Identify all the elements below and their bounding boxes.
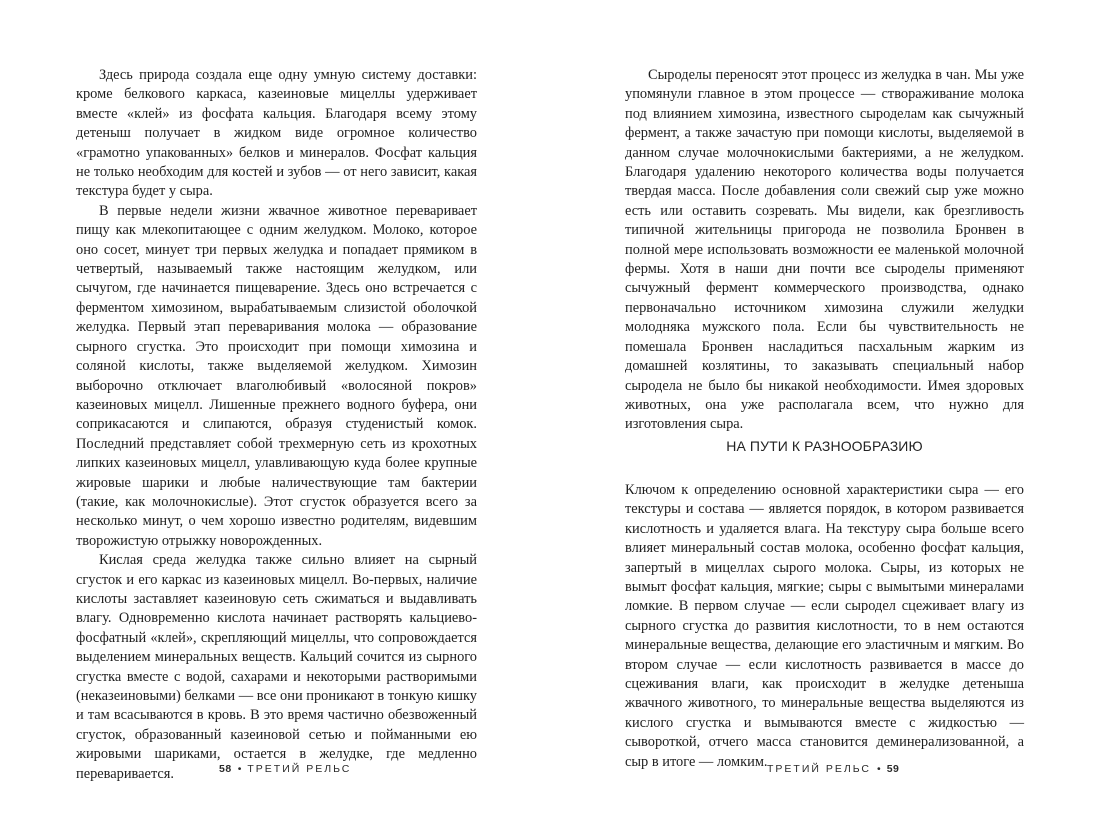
- right-page-body-bottom: [625, 481, 1024, 772]
- section-heading: НА ПУТИ К РАЗНООБРАЗИЮ: [726, 438, 923, 454]
- right-paragraph-1: Сыроделы переносят этот процесс из желудка в чан. Мы уже упомянули главное в этом процессе — створаживание молока под влиянием химозина, известного сыроделам как сычужный фермент, а также зачастую при помощи кислоты, выделяемой в данном случае молочнокислыми бактериями, а не желудком. Благодаря удалению некоторого количества воды получается твердая масса. После добавления соли свежий сыр уже можно есть или оставить созревать. Мы видели, как брезгливость типичной жительницы пригорода не позволила Бронвен в полной мере использовать возможности ее маленькой молочной фермы. Хотя в наши дни почти все сыроделы применяют сычужный фермент коммерческого производства, однако первоначально источником химозина служили желудки молодняка мужского пола. Если бы чувствительность не помешала Бронвен насладиться пасхальным жарким из домашней козлятины, то заказывать специальный набор сыродела не было бы никакой необходимости. Имея здоровых животных, она уже располагала всем, что нужно для изготовления сыра.: [625, 67, 1024, 433]
- left-paragraph-3: Кислая среда желудка также сильно влияет на сырный сгусток и его каркас из казеиновых мицелл. Во-первых, наличие кислоты заставляет казеиновую сеть сжиматься и выдавливать влагу. Одновременно кислота начинает растворять кальциево-фосфатный «клей», скрепляющий мицеллы, что сопровождается выделением минеральных веществ. Кальций сочится из сырного сгустка вместе с водой, сахарами и некоторыми растворимыми (неказеиновыми) белками — все они проникают в тонкую кишку и там всасываются в кровь. В это время частично обезвоженный сгусток, образованный казеиновой сетью и пойманными ею жировыми шариками, остается в желудке, где медленно переваривается.: [76, 552, 477, 782]
- right-paragraph-2: Ключом к определению основной характеристики сыра — его текстуры и состава — является порядок, в котором развивается кислотность и удаляется влага. На текстуру сыра больше всего влияет минеральный состав молока, особенно фосфат кальция, запертый в мицеллах сырого молока. Сыры, из которых не вымыт фосфат кальция, мягкие; сыры с вымытыми минералами ломкие. В первом случае — если сыродел сцеживает влагу из сырного сгустка до развития кислотности, то в нем остаются минеральные вещества, делающие его эластичным и мягким. Во втором случае — если кислотность развивается в массе до сцеживания влаги, как происходит в желудке детеныша жвачного животного, то минеральные вещества выделяются из кислого сгустка и вымываются вместе с жидкостью — сывороткой, отчего масса становится деминерализованной, а сыр в итоге — ломким.: [625, 482, 1024, 770]
- left-running-title: ТРЕТИЙ РЕЛЬС: [247, 763, 352, 775]
- right-page-number: 59: [886, 763, 900, 775]
- left-page-footer: [219, 763, 351, 775]
- right-running-title: ТРЕТИЙ РЕЛЬС: [767, 763, 871, 775]
- right-page-footer: [767, 763, 899, 775]
- left-folio-separator: •: [237, 763, 242, 775]
- right-page-body-top: [625, 66, 1024, 435]
- left-page-body: [76, 66, 477, 784]
- left-paragraph-2: В первые недели жизни жвачное животное переваривает пищу как млекопитающее с одним желудком. Молоко, которое оно сосет, минует три первых желудка и попадает прямиком в четвертый, называемый также настоящим желудком, или сычугом, где начинается пищеварение. Здесь оно встречается с ферментом химозином, вырабатываемым слизистой оболочкой желудка. Первый этап переваривания молока — образование сырного сгустка. Это происходит при помощи химозина и соляной кислоты, также выделяемой желудком. Химозин выборочно отключает влаголюбивый «волосяной покров» казеиновых мицелл. Лишенные прежнего водного буфера, они соприкасаются и слипаются, образуя студенистый комок. Последний представляет собой трехмерную сеть из крохотных липких казеиновых мицелл, улавливающую куда более крупные жировые шарики и любые наличествующие там бактерии (такие, как молочнокислые). Этот сгусток образуется всего за несколько минут, о чем хорошо известно родителям, видевшим творожистую отрыжку новорожденных.: [76, 202, 477, 549]
- right-page: [550, 0, 1100, 825]
- right-folio-separator: •: [877, 763, 881, 775]
- left-paragraph-1: Здесь природа создала еще одну умную систему доставки: кроме белкового каркаса, казеиновые мицеллы удерживает вместе «клей» из фосфата кальция. Благодаря всему этому детеныш получает в жидком виде огромное количество «грамотно упакованных» белков и минералов. Фосфат кальция не только необходим для костей и зубов — от него зависит, какая текстура будет у сыра.: [76, 67, 477, 200]
- left-page-number: 58: [219, 763, 232, 775]
